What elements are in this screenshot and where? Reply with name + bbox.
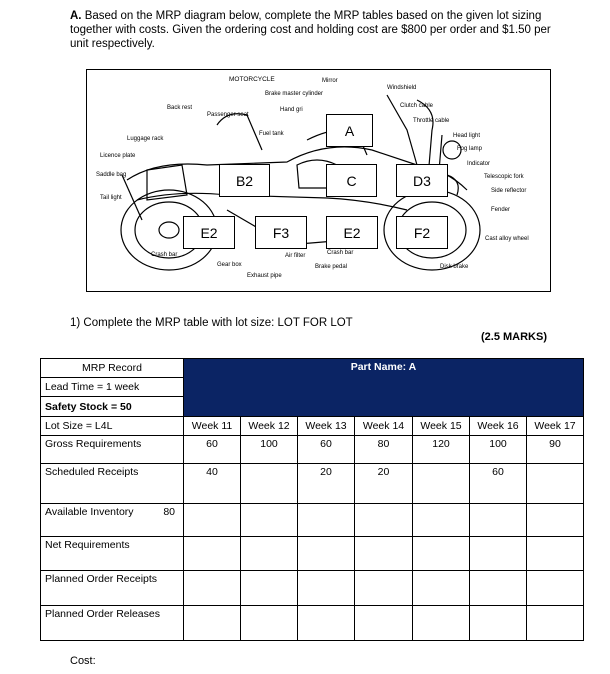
box-e2-left: E2	[183, 216, 235, 249]
label-luggage-rack: Luggage rack	[127, 136, 164, 142]
box-f2: F2	[396, 216, 448, 249]
lot-size: Lot Size = L4L	[41, 417, 184, 436]
gross-cell[interactable]: 60	[184, 436, 241, 464]
label-telescopic-fork: Telescopic fork	[484, 174, 524, 180]
box-f3: F3	[255, 216, 307, 249]
receipts-cell[interactable]	[527, 464, 584, 504]
planned-receipts-cell[interactable]	[241, 571, 298, 606]
planned-releases-cell[interactable]	[241, 606, 298, 641]
label-saddle-bag: Saddle bag	[96, 172, 127, 178]
label-fog-lamp: Fog lamp	[457, 146, 483, 152]
week-header: Week 13	[298, 417, 355, 436]
planned-receipts-cell[interactable]	[527, 571, 584, 606]
gross-cell[interactable]: 120	[413, 436, 470, 464]
planned-receipts-cell[interactable]	[298, 571, 355, 606]
label-brake-master-cylinder: Brake master cylinder	[265, 91, 324, 97]
gross-cell[interactable]: 60	[298, 436, 355, 464]
week-header: Week 17	[527, 417, 584, 436]
marks: (2.5 MARKS)	[481, 331, 548, 343]
receipts-cell[interactable]: 40	[184, 464, 241, 504]
question-text	[70, 9, 570, 51]
receipts-cell[interactable]	[413, 464, 470, 504]
planned-releases-cell[interactable]	[527, 606, 584, 641]
available-label: Available Inventory	[45, 506, 134, 518]
label-cast-alloy-wheel: Cast alloy wheel	[485, 236, 529, 242]
week-header: Week 14	[355, 417, 413, 436]
motorcycle-diagram	[86, 69, 551, 292]
planned-releases-cell[interactable]	[355, 606, 413, 641]
gross-cell[interactable]: 80	[355, 436, 413, 464]
planned-receipts-label: Planned Order Receipts	[41, 571, 184, 606]
label-windshield: Windshield	[387, 85, 417, 91]
mrp-table	[40, 358, 584, 641]
gross-cell[interactable]: 100	[470, 436, 527, 464]
label-indicator: Indicator	[467, 161, 491, 167]
receipts-cell[interactable]	[241, 464, 298, 504]
label-throttle-cable: Throttle cable	[413, 118, 450, 124]
available-cell[interactable]	[413, 504, 470, 537]
record-title: MRP Record	[41, 359, 184, 378]
receipts-cell[interactable]: 60	[470, 464, 527, 504]
net-label: Net Requirements	[41, 537, 184, 571]
label-side-reflector: Side reflector	[491, 188, 527, 194]
label-exhaust-pipe: Exhaust pipe	[247, 273, 282, 279]
subquestion: 1) Complete the MRP table with lot size: LOT FOR LOT	[70, 317, 353, 329]
available-cell[interactable]	[470, 504, 527, 537]
receipts-cell[interactable]: 20	[298, 464, 355, 504]
lead-time: Lead Time = 1 week	[41, 378, 184, 397]
available-label-cell	[41, 504, 184, 537]
receipts-label: Scheduled Receipts	[41, 464, 184, 504]
label-crash-bar-left: Crash bar	[151, 252, 178, 258]
box-e2-right: E2	[326, 216, 378, 249]
available-cell[interactable]	[355, 504, 413, 537]
available-cell[interactable]	[527, 504, 584, 537]
box-b2: B2	[219, 164, 270, 197]
label-passenger-seat: Passenger seat	[207, 112, 249, 118]
label-gear-box: Gear box	[217, 262, 242, 268]
box-c: C	[326, 164, 377, 197]
week-header: Week 12	[241, 417, 298, 436]
net-cell[interactable]	[241, 537, 298, 571]
available-cell[interactable]	[241, 504, 298, 537]
net-cell[interactable]	[527, 537, 584, 571]
label-fender: Fender	[491, 207, 511, 213]
safety-stock: Safety Stock = 50	[41, 397, 184, 417]
week-header: Week 15	[413, 417, 470, 436]
label-mirror: Mirror	[322, 78, 338, 84]
part-name: Part Name: A	[184, 359, 584, 417]
label-hand-grip: Hand gri	[280, 107, 303, 113]
available-cell[interactable]	[298, 504, 355, 537]
receipts-cell[interactable]: 20	[355, 464, 413, 504]
planned-receipts-cell[interactable]	[355, 571, 413, 606]
box-a: A	[326, 114, 373, 147]
label-fuel-tank: Fuel tank	[259, 131, 284, 137]
label-crash-bar-right: Crash bar	[327, 250, 354, 256]
label-motorcycle: MOTORCYCLE	[229, 76, 275, 83]
label-tail-light: Tail light	[100, 195, 122, 201]
net-cell[interactable]	[298, 537, 355, 571]
cost-label: Cost:	[70, 655, 96, 667]
planned-releases-cell[interactable]	[298, 606, 355, 641]
available-cell[interactable]	[184, 504, 241, 537]
planned-receipts-cell[interactable]	[470, 571, 527, 606]
net-cell[interactable]	[413, 537, 470, 571]
label-clutch-cable: Clutch cable	[400, 103, 434, 109]
net-cell[interactable]	[355, 537, 413, 571]
box-d3: D3	[396, 164, 448, 197]
planned-receipts-cell[interactable]	[184, 571, 241, 606]
planned-receipts-cell[interactable]	[413, 571, 470, 606]
week-header: Week 16	[470, 417, 527, 436]
planned-releases-cell[interactable]	[470, 606, 527, 641]
available-initial: 80	[163, 506, 175, 518]
label-disk-brake: Disk brake	[440, 264, 469, 270]
net-cell[interactable]	[470, 537, 527, 571]
planned-releases-cell[interactable]	[413, 606, 470, 641]
label-head-light: Head light	[453, 133, 481, 139]
question-body: Based on the MRP diagram below, complete the MRP tables based on the given lot sizing together with costs. Given the ordering cost and holding cost are $800 per order and $1.50 per unit respectively.	[70, 10, 551, 50]
net-cell[interactable]	[184, 537, 241, 571]
question-letter: A.	[70, 10, 82, 22]
label-back-rest: Back rest	[167, 105, 193, 111]
planned-releases-label: Planned Order Releases	[41, 606, 184, 641]
week-header: Week 11	[184, 417, 241, 436]
gross-label: Gross Requirements	[41, 436, 184, 464]
label-licence-plate: Licence plate	[100, 153, 136, 159]
gross-cell[interactable]: 100	[241, 436, 298, 464]
gross-cell[interactable]: 90	[527, 436, 584, 464]
label-air-filter: Air filter	[285, 253, 306, 259]
planned-releases-cell[interactable]	[184, 606, 241, 641]
label-brake-pedal: Brake pedal	[315, 264, 348, 270]
